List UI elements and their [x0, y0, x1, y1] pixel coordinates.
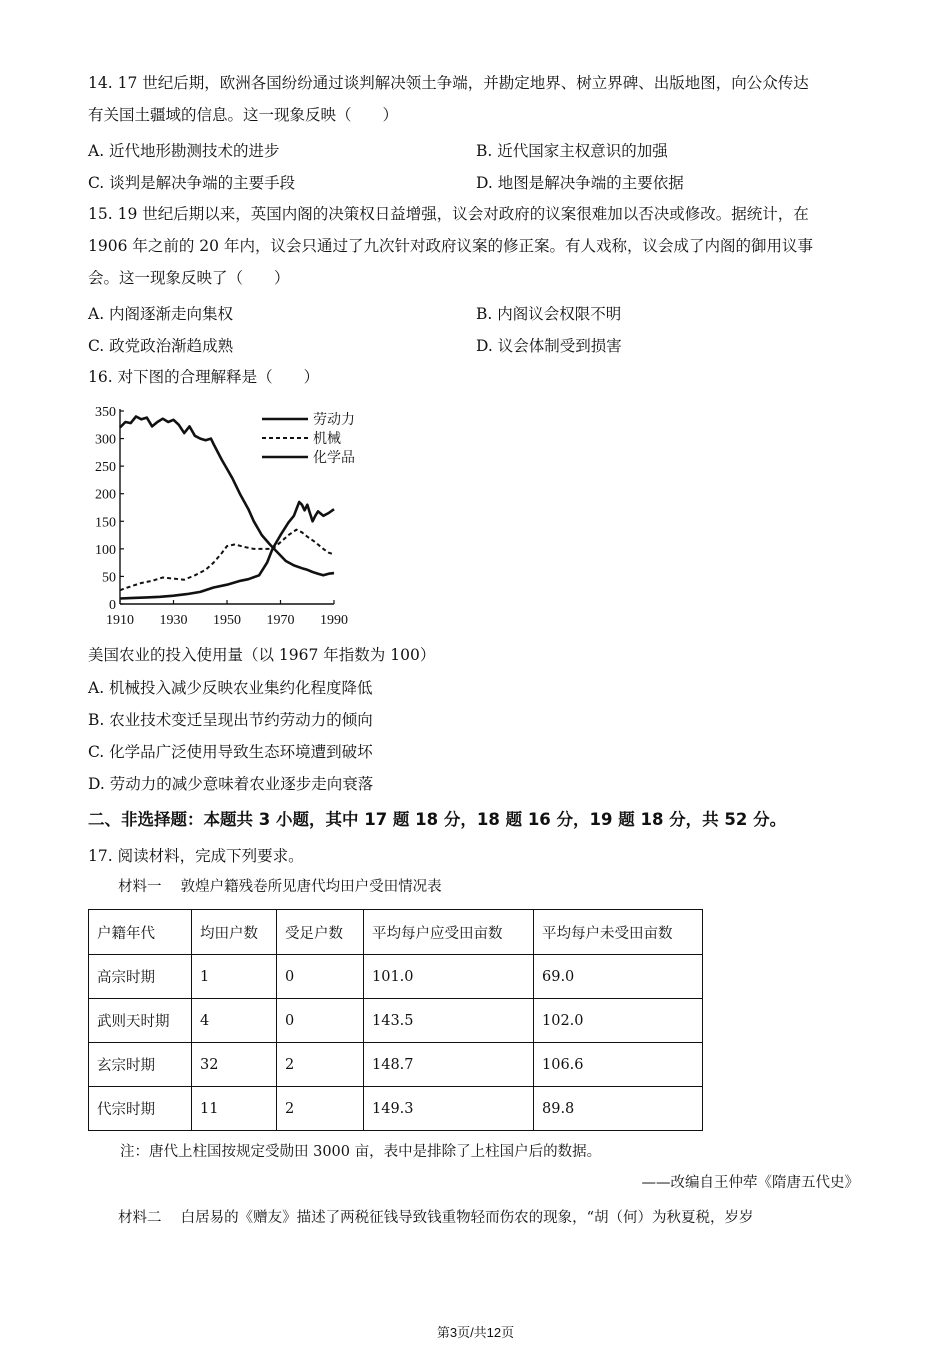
table-cell: 89.8 — [534, 1087, 703, 1131]
q14-option-a: A. 近代地形勘测技术的进步 — [88, 142, 280, 160]
x-tick-label: 1970 — [266, 613, 295, 628]
table-header-cell: 受足户数 — [277, 910, 364, 955]
q14-stem-line2: 有关国土疆域的信息。这一现象反映（ ） — [88, 106, 399, 124]
table-cell: 代宗时期 — [89, 1087, 192, 1131]
chart-legend — [262, 411, 355, 466]
legend-label: 化学品 — [313, 450, 355, 466]
q16-chart-caption: 美国农业的投入使用量（以 1967 年指数为 100） — [88, 646, 436, 664]
y-tick-label: 150 — [95, 515, 116, 531]
q15-option-d: D. 议会体制受到损害 — [476, 337, 622, 355]
table-cell: 武则天时期 — [89, 999, 192, 1043]
q16-option-c: C. 化学品广泛使用导致生态环境遭到破坏 — [88, 743, 373, 761]
series-line-2 — [120, 502, 334, 599]
table-row — [89, 1087, 703, 1131]
table-cell: 32 — [192, 1043, 277, 1087]
table-note: 注：唐代上柱国按规定受勋田 3000 亩，表中是排除了上柱国户后的数据。 — [120, 1144, 602, 1160]
table-cell: 148.7 — [364, 1043, 534, 1087]
table-cell: 1 — [192, 955, 277, 999]
agri-input-line-chart — [82, 398, 372, 636]
table-cell: 高宗时期 — [89, 955, 192, 999]
q16-option-a: A. 机械投入减少反映农业集约化程度降低 — [88, 679, 373, 697]
x-tick-label: 1990 — [320, 613, 348, 628]
y-tick-label: 300 — [95, 432, 116, 448]
q15-option-c: C. 政党政治渐趋成熟 — [88, 337, 234, 355]
section2-title: 二、非选择题：本题共 3 小题，其中 17 题 18 分，18 题 16 分，19 题 18 分，共 52 分。 — [88, 810, 787, 829]
table-cell: 149.3 — [364, 1087, 534, 1131]
table-row — [89, 1043, 703, 1087]
legend-label: 机械 — [313, 431, 341, 447]
table-cell: 0 — [277, 999, 364, 1043]
y-tick-label: 100 — [95, 542, 116, 558]
table-header-cell: 户籍年代 — [89, 910, 192, 955]
x-tick-label: 1910 — [106, 613, 134, 628]
table-header-cell: 平均每户应受田亩数 — [364, 910, 534, 955]
table-row — [89, 955, 703, 999]
table-cell: 4 — [192, 999, 277, 1043]
tang-land-table — [88, 909, 703, 1131]
table-header-cell: 均田户数 — [192, 910, 277, 955]
q15-stem-line1: 15. 19 世纪后期以来，英国内阁的决策权日益增强，议会对政府的议案很难加以否决或修改。据统计，在 — [88, 205, 809, 223]
table-cell: 2 — [277, 1087, 364, 1131]
table-row — [89, 999, 703, 1043]
q15-stem-line3: 会。这一现象反映了（ ） — [88, 269, 290, 287]
q14-option-b: B. 近代国家主权意识的加强 — [476, 142, 668, 160]
table-header-cell: 平均每户未受田亩数 — [534, 910, 703, 955]
q14-option-c: C. 谈判是解决争端的主要手段 — [88, 174, 296, 192]
q15-option-a: A. 内阁逐渐走向集权 — [88, 305, 234, 323]
y-tick-label: 0 — [109, 598, 116, 613]
chart-series — [120, 417, 334, 599]
table-cell: 101.0 — [364, 955, 534, 999]
q14-option-d: D. 地图是解决争端的主要依据 — [476, 174, 684, 192]
table-cell: 143.5 — [364, 999, 534, 1043]
series-line-0 — [120, 417, 334, 576]
table-cell: 玄宗时期 — [89, 1043, 192, 1087]
material2-text: 材料二 白居易的《赠友》描述了两税征钱导致钱重物轻而伤农的现象，“胡（何）为秋夏税，岁岁 — [118, 1210, 754, 1226]
y-tick-label: 250 — [95, 460, 116, 476]
table-cell: 11 — [192, 1087, 277, 1131]
page-footer: 第3页/共12页 — [436, 1325, 515, 1340]
table-cell: 0 — [277, 955, 364, 999]
table-cell: 106.6 — [534, 1043, 703, 1087]
material1-source: ——改编自王仲荦《隋唐五代史》 — [641, 1175, 859, 1191]
q17-stem: 17. 阅读材料，完成下列要求。 — [88, 847, 304, 865]
x-tick-label: 1930 — [159, 613, 188, 628]
y-tick-label: 200 — [95, 487, 116, 503]
table-cell: 69.0 — [534, 955, 703, 999]
series-line-1 — [120, 530, 334, 591]
q16-stem: 16. 对下图的合理解释是（ ） — [88, 368, 320, 386]
table-header-row — [89, 910, 703, 955]
q15-stem-line2: 1906 年之前的 20 年内，议会只通过了九次针对政府议案的修正案。有人戏称，议会成了内阁的御用议事 — [88, 237, 813, 255]
q14-stem-line1: 14. 17 世纪后期，欧洲各国纷纷通过谈判解决领土争端，并勘定地界、树立界碑、出版地图，向公众传达 — [88, 74, 809, 92]
x-tick-label: 1950 — [213, 613, 241, 628]
table-cell: 2 — [277, 1043, 364, 1087]
legend-label: 劳动力 — [313, 412, 355, 428]
material1-title: 材料一 敦煌户籍残卷所见唐代均田户受田情况表 — [118, 879, 442, 895]
y-tick-label: 350 — [95, 405, 116, 420]
q16-option-d: D. 劳动力的减少意味着农业逐步走向衰落 — [88, 775, 374, 793]
y-tick-label: 50 — [102, 570, 116, 586]
q16-option-b: B. 农业技术变迁呈现出节约劳动力的倾向 — [88, 711, 373, 729]
table-cell: 102.0 — [534, 999, 703, 1043]
q15-option-b: B. 内阁议会权限不明 — [476, 305, 622, 323]
